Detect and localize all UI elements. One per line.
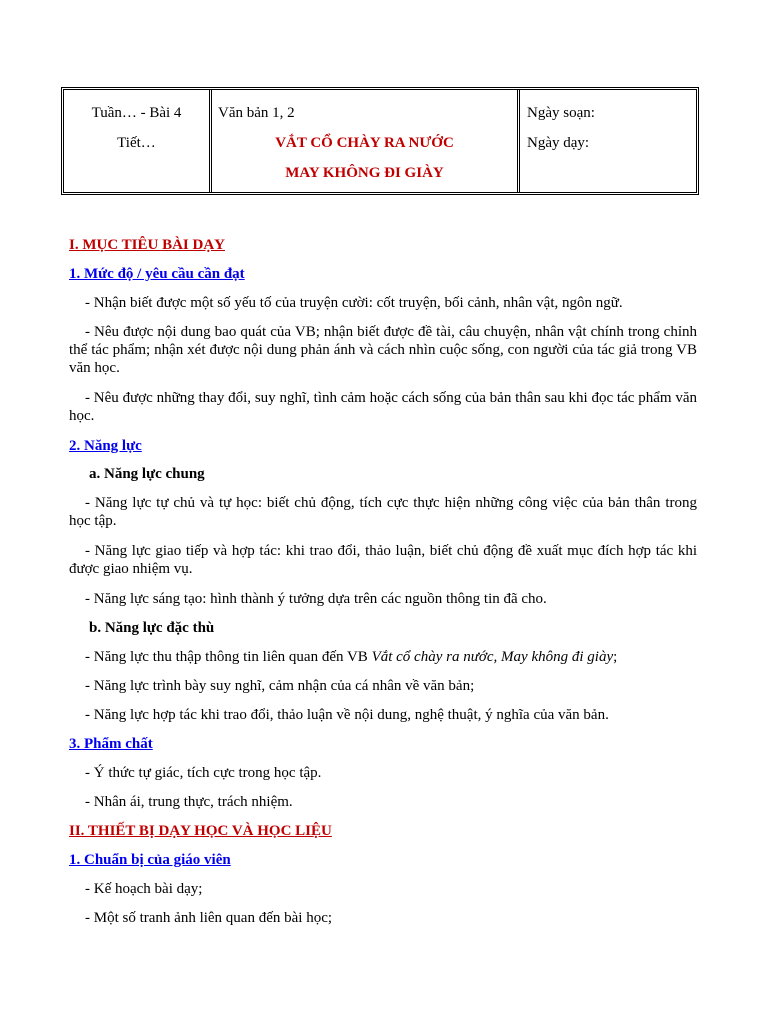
section-2-heading: II. THIẾT BỊ DẠY HỌC VÀ HỌC LIỆU [69,823,332,839]
date-cell [520,90,696,192]
week-lesson-cell [64,90,212,192]
subsection-1-2-heading: 2. Năng lực [69,438,142,454]
preparation-item: - Một số tranh ảnh liên quan đến bài học; [85,910,333,926]
specific-competency-item: - Năng lực trình bày suy nghĩ, cảm nhận của cá nhân về văn bản; [85,678,475,694]
competency-item: - Năng lực tự chủ và tự học: biết chủ động, tích cực thực hiện những công việc của bản thân trong học tập. [69,495,697,529]
quality-item: - Ý thức tự giác, tích cực trong học tập. [85,765,322,781]
specific-competency-item: - Năng lực hợp tác khi trao đổi, thảo luận về nội dung, nghệ thuật, ý nghĩa của văn bản. [85,707,609,723]
week-lesson-label: Tuần… - Bài 4 [91,105,182,121]
objective-item: - Nêu được nội dung bao quát của VB; nhận biết được đề tài, câu chuyện, nhân vật chính trong chỉnh thể tác phẩm; nhận xét được nội dung phản ánh và cách nhìn cuộc sống, con người của tác giả trong VB văn học. [69,324,697,376]
quality-item: - Nhân ái, trung thực, trách nhiệm. [85,794,293,810]
competency-item: - Năng lực giao tiếp và hợp tác: khi trao đổi, thảo luận, biết chủ động đề xuất mục đích hợp tác khi được giao nhiệm vụ. [69,543,697,577]
competency-item: - Năng lực sáng tạo: hình thành ý tưởng dựa trên các nguồn thông tin đã cho. [85,591,547,607]
title-cell [212,90,520,192]
lesson-title-line2: MAY KHÔNG ĐI GIÀY [285,165,444,181]
general-competency-heading: a. Năng lực chung [89,466,205,482]
period-label: Tiết… [117,135,156,151]
objective-item: - Nhận biết được một số yếu tố của truyện cười: cốt truyện, bối cảnh, nhân vật, ngôn ngữ. [85,295,623,311]
specific-competency-heading: b. Năng lực đặc thù [89,620,215,636]
specific-item-suffix: ; [613,649,618,665]
teach-date-label: Ngày dạy: [527,135,590,151]
prep-date-label: Ngày soạn: [527,105,595,121]
text-titles-italic: Vắt cổ chày ra nước, May không đi giày [371,649,614,665]
objective-item: - Nêu được những thay đổi, suy nghĩ, tình cảm hoặc cách sống của bản thân sau khi đọc tác phẩm văn học. [69,390,697,424]
subsection-1-3-heading: 3. Phẩm chất [69,736,153,752]
specific-competency-item [69,648,697,666]
text-label: Văn bản 1, 2 [218,105,295,121]
subsection-2-1-heading: 1. Chuẩn bị của giáo viên [69,852,231,868]
subsection-1-1-heading: 1. Mức độ / yêu cầu cần đạt [69,266,245,282]
specific-item-prefix: - Năng lực thu thập thông tin liên quan đến VB [85,649,372,665]
section-1-heading: I. MỤC TIÊU BÀI DẠY [69,237,225,253]
lesson-title-line1: VẮT CỔ CHÀY RA NƯỚC [275,135,454,151]
preparation-item: - Kế hoạch bài dạy; [85,881,203,897]
lesson-header-table [61,87,699,195]
